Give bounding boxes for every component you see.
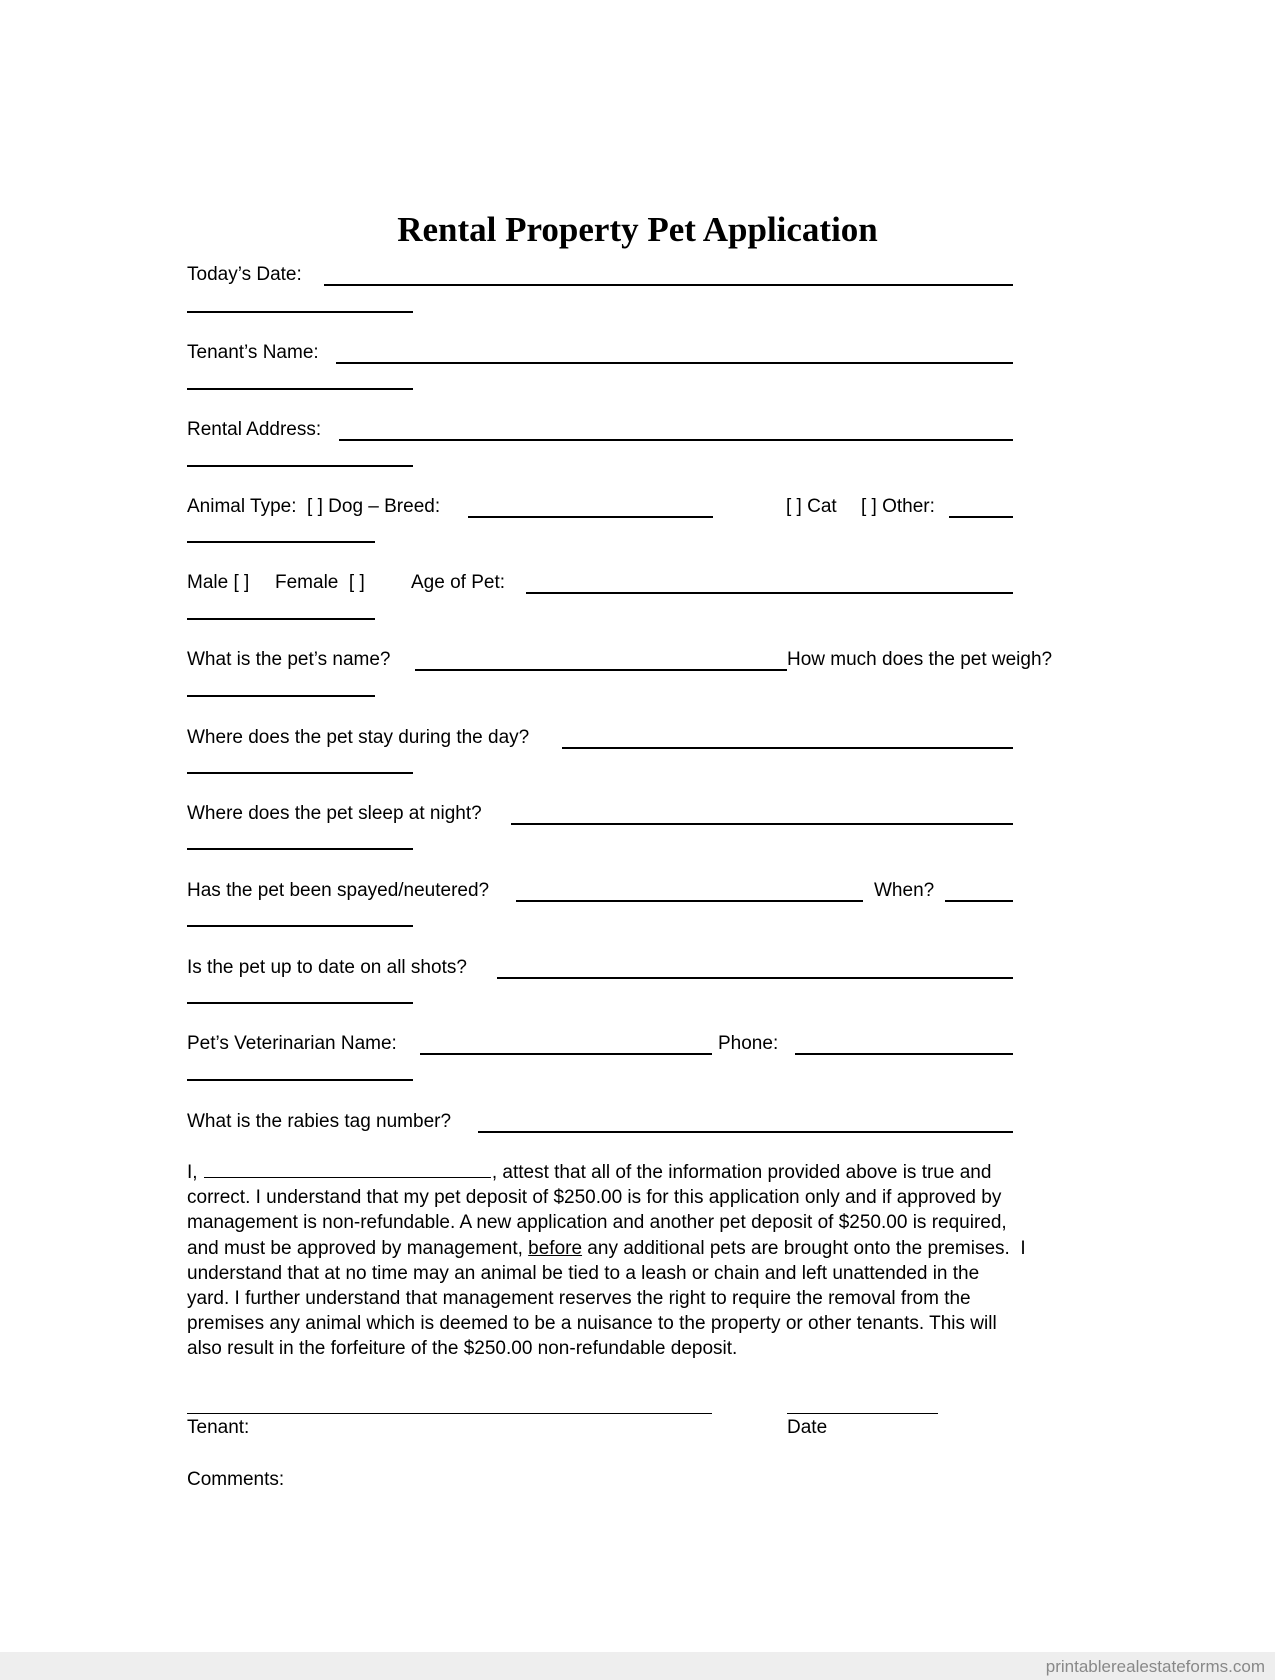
vet-name-line-2[interactable] <box>187 1079 413 1081</box>
rental-address-line-2[interactable] <box>187 465 413 467</box>
stay-day-line-2[interactable] <box>187 772 413 774</box>
phone-label: Phone: <box>718 1033 779 1054</box>
shots-line-2[interactable] <box>187 1002 413 1004</box>
shots-label: Is the pet up to date on all shots? <box>187 957 467 978</box>
when-line[interactable] <box>945 900 1013 902</box>
sleep-night-line-2[interactable] <box>187 848 413 850</box>
date-signature-line[interactable] <box>787 1413 938 1414</box>
when-label: When? <box>874 880 935 901</box>
attestation-paragraph <box>187 1160 1092 1362</box>
attestation-prefix: I, <box>187 1162 198 1183</box>
age-line-2[interactable] <box>187 618 375 620</box>
tenant-signature-label: Tenant: <box>187 1417 250 1438</box>
rental-address-label: Rental Address: <box>187 419 322 440</box>
male-checkbox-label[interactable]: Male [ ] <box>187 572 250 593</box>
other-line[interactable] <box>949 516 1013 518</box>
animal-type-label: Animal Type: [ ] Dog – Breed: <box>187 496 441 517</box>
sleep-night-line[interactable] <box>511 823 1013 825</box>
pets-name-label: What is the pet’s name? <box>187 649 391 670</box>
tenants-name-label: Tenant’s Name: <box>187 342 319 363</box>
form-title: Rental Property Pet Application <box>397 210 878 249</box>
pet-weigh-line[interactable] <box>187 695 375 697</box>
shots-line[interactable] <box>497 977 1013 979</box>
todays-date-line-2[interactable] <box>187 311 413 313</box>
rabies-tag-line[interactable] <box>478 1131 1013 1133</box>
comments-label: Comments: <box>187 1469 285 1490</box>
spayed-line-2[interactable] <box>187 925 413 927</box>
date-signature-label: Date <box>787 1417 828 1438</box>
rabies-tag-label: What is the rabies tag number? <box>187 1111 452 1132</box>
rental-address-line[interactable] <box>339 439 1013 441</box>
sleep-night-label: Where does the pet sleep at night? <box>187 803 482 824</box>
tenant-signature-line[interactable] <box>187 1413 712 1414</box>
footer-site-link[interactable]: printablerealestateforms.com <box>1045 1657 1265 1676</box>
female-checkbox-label[interactable]: Female [ ] <box>275 572 365 593</box>
spayed-line[interactable] <box>516 900 863 902</box>
attestation-name-blank[interactable] <box>204 1160 491 1178</box>
vet-name-label: Pet’s Veterinarian Name: <box>187 1033 397 1054</box>
pet-weigh-label: How much does the pet weigh? <box>787 649 1053 670</box>
attestation-text-1: , attest that all of the information provided above is true and correct. I understand that my pet deposit of $250.00 is for this application only and if approved by management is non-refundable. A new application and another pet deposit of $250.00 is required, and must be approved by management, <box>187 1162 1007 1259</box>
animal-type-line-2[interactable] <box>187 541 375 543</box>
cat-checkbox-label[interactable]: [ ] Cat <box>786 496 837 517</box>
spayed-label: Has the pet been spayed/neutered? <box>187 880 490 901</box>
todays-date-line[interactable] <box>324 284 1013 286</box>
tenants-name-line-2[interactable] <box>187 388 413 390</box>
age-of-pet-line[interactable] <box>526 592 1013 594</box>
breed-line[interactable] <box>468 516 713 518</box>
other-checkbox-label[interactable]: [ ] Other: <box>861 496 935 517</box>
attestation-text-2: any additional pets are brought onto the premises. I understand that at no time may an animal be tied to a leash or chain and left unattended in the yard. I further understand that management reserves the right to require the removal from the premises any animal which is deemed to be a nuisance to the property or other tenants. This will also result in the forfeiture of the $250.00 non-refundable deposit. <box>187 1237 1026 1360</box>
tenants-name-line[interactable] <box>336 362 1013 364</box>
attestation-before-underlined: before <box>528 1237 583 1259</box>
stay-day-line[interactable] <box>562 747 1013 749</box>
stay-day-label: Where does the pet stay during the day? <box>187 727 530 748</box>
vet-name-line[interactable] <box>420 1053 712 1055</box>
age-of-pet-label: Age of Pet: <box>411 572 506 593</box>
pets-name-line[interactable] <box>415 669 787 671</box>
todays-date-label: Today’s Date: <box>187 264 302 285</box>
phone-line[interactable] <box>795 1053 1013 1055</box>
